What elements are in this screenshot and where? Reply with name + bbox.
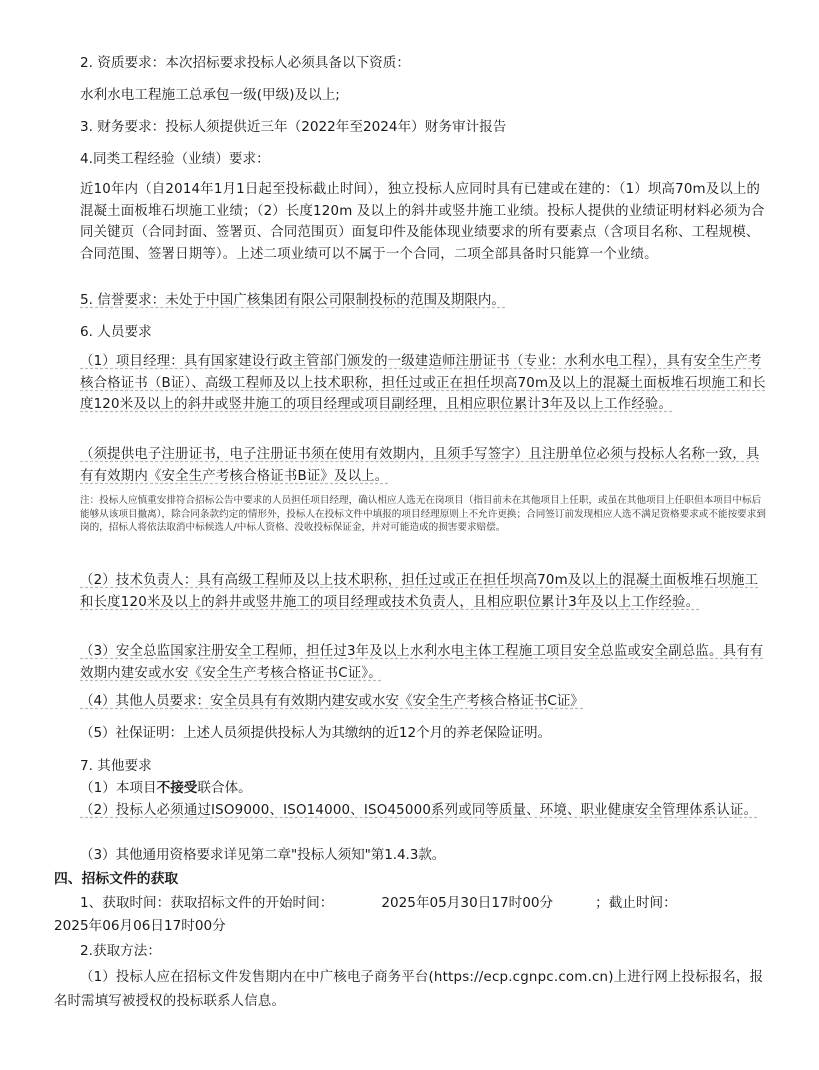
iso-requirement (80, 800, 770, 822)
technical-lead-requirement (80, 570, 770, 613)
other-requirements-title: 7. 其他要求 (80, 758, 152, 774)
consortium-requirement (80, 777, 770, 799)
general-requirement: （3）其他通用资格要求详见第二章"投标人须知"第1.4.3款。 (80, 847, 446, 863)
technical-lead-text: （2）技术负责人：具有高级工程师及以上技术职称，担任过或正在担任坝高70m及以上的混凝土面板堆石坝施工和长度120米及以上的斜井或竖井施工的项目经理或技术负责人，且相应职位累计3年及以上工作经验。 (80, 573, 759, 610)
finance-requirement: 3. 财务要求：投标人须提供近三年（2022年至2024年）财务审计报告 (80, 119, 507, 135)
consortium-prefix: （1）本项目 (80, 780, 157, 796)
obtain-time-label: 1、获取时间：获取招标文件的开始时间： (80, 895, 334, 911)
credit-text: 5. 信誉要求：未处于中国广核集团有限公司限制投标的范围及期限内。 (80, 292, 506, 308)
consortium-suffix: 联合体。 (197, 780, 252, 796)
safety-director-text: （3）安全总监国家注册安全工程师，担任过3年及以上水利水电主体工程施工项目安全总监或安全副总监。具有有效期内建安或水安《安全生产考核合格证书C证》。 (80, 644, 764, 681)
fine-print-note: 注：投标人应慎重安排符合招标公告中要求的人员担任项目经理，确认相应人选无在岗项目（指目前未在其他项目上任职，或虽在其他项目上任职但本项目中标后能够从该项目撤离），除合同条款约定的情形外，投标人在投标文件中填报的项目经理原则上不允许更换；合同签订前发现相应人选不满足资格要求或不能按要求到岗的，招标人将依法取消中标候选人/中标人资格、没收投标保证金，并对可能造成的损害要求赔偿。 (80, 495, 766, 534)
project-manager-text: （1）项目经理：具有国家建设行政主管部门颁发的一级建造师注册证书（专业：水利水电工程），具有安全生产考核合格证书（B证）、高级工程师及以上技术职称，担任过或正在担任坝高70m及以上的混凝土面板堆石坝施工和长度120米及以上的斜井或竖井施工的项目经理或项目副经理，且相应职位累计3年及以上工作经验。 (80, 354, 766, 413)
qualification-title: 2. 资质要求：本次招标要求投标人必须具备以下资质： (80, 55, 410, 71)
social-insurance-requirement: （5）社保证明：上述人员须提供投标人为其缴纳的近12个月的养老保险证明。 (80, 725, 551, 741)
end-time: 2025年06月06日17时00分 (54, 918, 226, 934)
method-body: （1）投标人应在招标文件发售期内在中广核电子商务平台(https://ecp.cgnpc.com.cn)上进行网上投标报名，报名时需填写被授权的投标联系人信息。 (54, 970, 764, 1009)
obtain-time-line (80, 892, 770, 914)
start-time: 2025年05月30日17时00分 (381, 895, 554, 911)
consortium-not-accepted: 不接受 (156, 780, 198, 796)
other-personnel-text: （4）其他人员要求：安全员具有有效期内建安或水安《安全生产考核合格证书C证》 (80, 693, 584, 709)
deadline-label: ；截止时间： (595, 895, 677, 911)
method-title: 2.获取方法： (80, 943, 161, 959)
project-manager-note (80, 444, 770, 487)
project-manager-requirement (80, 351, 770, 416)
experience-body: 近10年内（自2014年1月1日起至投标截止时间），独立投标人应同时具有已建或在建的：（1）坝高70m及以上的混凝土面板堆石坝施工业绩；（2）长度120m 及以上的斜井或竖井施工业绩。投标人提供的业绩证明材料必须为合同关键页（合同封面、签署页、合同范围页）面复印件及能体现业绩要求的所有要素点（含项目名称、工程规模、合同范围、签署日期等）。上述二项业绩可以不属于一个合同，二项全部具备时只能算一个业绩。 (80, 182, 765, 262)
project-manager-note-text: （须提供电子注册证书，电子注册证书须在使用有效期内，且须手写签字）且注册单位必须与投标人名称一致，具有有效期内《安全生产考核合格证书B证》及以上。 (80, 447, 760, 484)
safety-director-requirement (80, 641, 770, 684)
credit-requirement (80, 289, 770, 311)
personnel-title: 6. 人员要求 (80, 324, 152, 340)
iso-text: （2）投标人必须通过ISO9000、ISO14000、ISO45000系列或同等质量、环境、职业健康安全管理体系认证。 (80, 803, 758, 818)
experience-title: 4.同类工程经验（业绩）要求： (80, 151, 270, 167)
section-heading-obtain-documents: 四、招标文件的获取 (54, 871, 179, 887)
qualification-value: 水利水电工程施工总承包一级(甲级)及以上; (80, 87, 340, 103)
other-personnel-requirement (80, 690, 770, 712)
